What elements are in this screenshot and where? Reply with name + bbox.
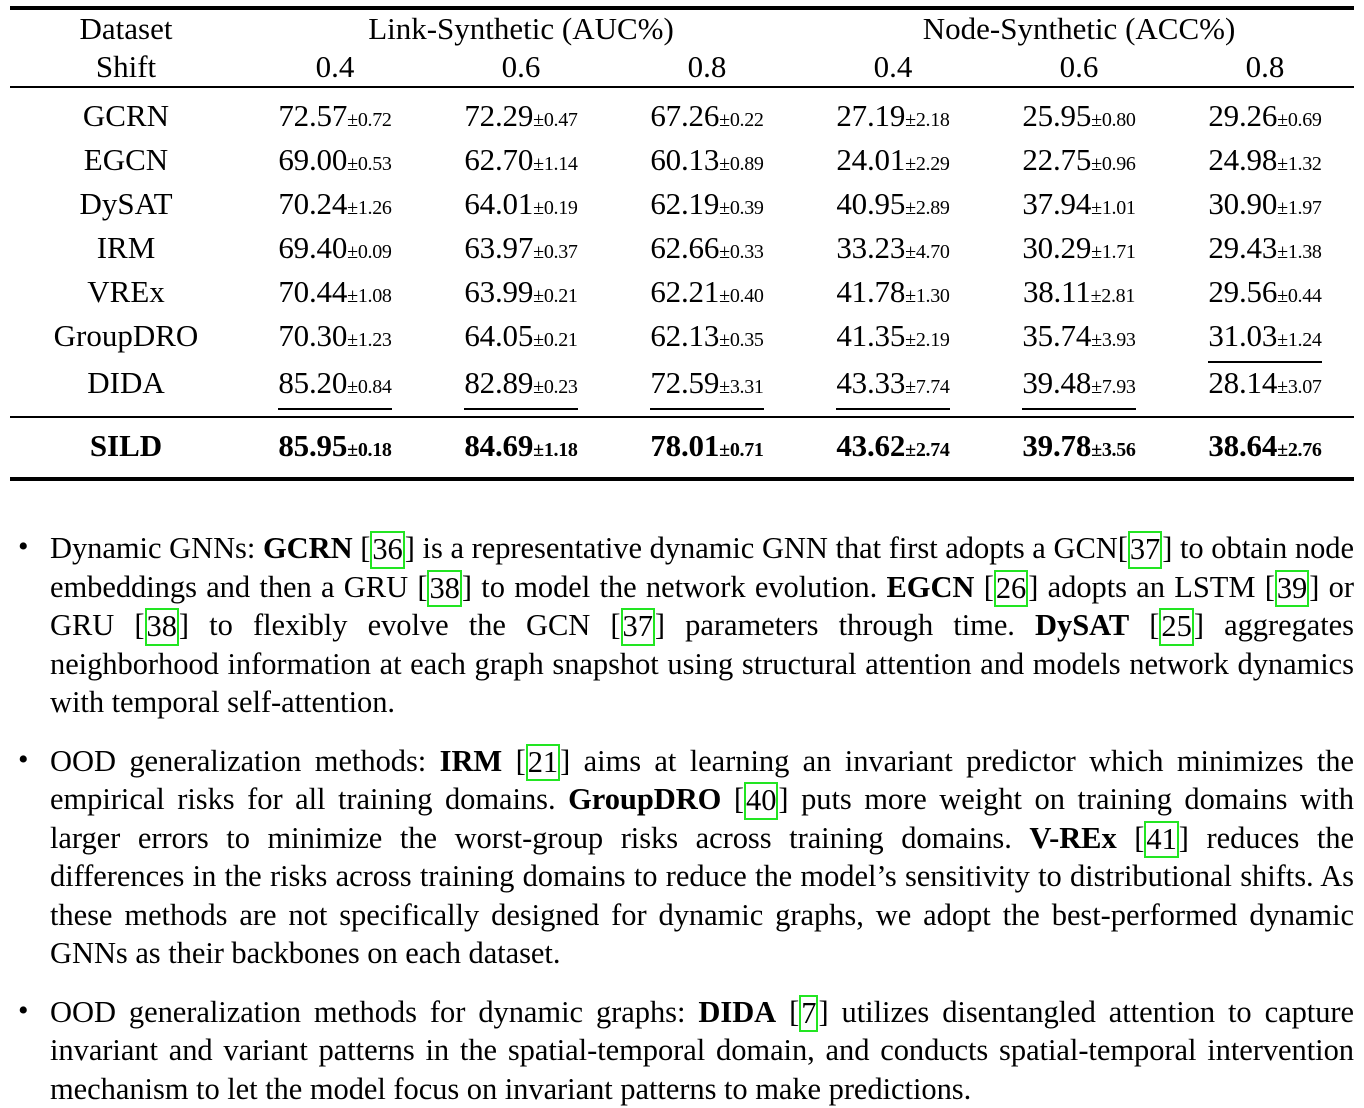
metric-mean: 43.33 — [836, 365, 905, 400]
body-text: ] aggregates neighborhood information at each graph snapshot using structural attention and models network dynamics with temporal self-attention. — [50, 608, 1354, 719]
metric-std: ±2.19 — [905, 329, 949, 351]
table-row-method-name — [10, 140, 242, 184]
list-item — [10, 529, 1354, 722]
header-group-node-synthetic: Node-Synthetic (ACC%) — [800, 10, 1358, 48]
table-row — [10, 272, 1358, 316]
metric-value — [1208, 96, 1321, 140]
metric-value — [650, 184, 763, 228]
body-text: [ — [974, 570, 993, 604]
table-cell-value — [242, 140, 428, 184]
metric-value — [836, 272, 949, 316]
metric-value — [1022, 363, 1135, 410]
metric-mean: 38.64 — [1208, 428, 1277, 463]
metric-value — [464, 184, 577, 228]
metric-value — [836, 140, 949, 184]
metric-std: ±0.44 — [1277, 285, 1321, 307]
metric-value — [836, 363, 949, 410]
metric-value — [1023, 272, 1135, 316]
table-cell-value — [242, 272, 428, 316]
metric-value — [1022, 228, 1135, 272]
metric-value — [650, 272, 763, 316]
body-text: ] reduces the differences in the risks across training domains to reduce the model’s sensitivity to distributional shifts. As these methods are not specifically designed for dynamic graphs, we adopt the best-performed dynamic GNNs as their backbones on each dataset. — [50, 821, 1354, 971]
citation-link[interactable]: 37 — [1128, 531, 1162, 569]
results-table-highlight — [10, 418, 1358, 477]
metric-std: ±1.26 — [347, 197, 391, 219]
method-label: DySAT — [79, 186, 172, 221]
metric-mean: 41.35 — [836, 318, 905, 353]
body-text: [ — [353, 531, 371, 565]
method-name-emphasis: DySAT — [1035, 608, 1129, 642]
metric-std: ±2.89 — [905, 197, 949, 219]
metric-value — [650, 140, 763, 184]
metric-mean: 72.57 — [278, 98, 347, 133]
metric-value — [464, 426, 577, 470]
metric-std: ±0.53 — [347, 153, 391, 175]
metric-std: ±0.21 — [533, 285, 577, 307]
metric-value — [1208, 184, 1321, 228]
metric-std: ±3.07 — [1277, 376, 1321, 398]
body-text: ] or GRU [ — [50, 570, 1354, 643]
metric-mean: 69.00 — [278, 142, 347, 177]
metric-std: ±2.81 — [1091, 285, 1135, 307]
metric-value — [278, 96, 391, 140]
list-item — [10, 742, 1354, 973]
metric-mean: 43.62 — [836, 428, 905, 463]
body-text: ] adopts an LSTM [ — [1028, 570, 1275, 604]
metric-mean: 82.89 — [464, 365, 533, 400]
table-cell-value — [242, 316, 428, 363]
metric-std: ±0.71 — [719, 439, 763, 461]
table-row-method-name — [10, 316, 242, 363]
metric-mean: 84.69 — [464, 428, 533, 463]
metric-mean: 62.19 — [650, 186, 719, 221]
metric-mean: 25.95 — [1022, 98, 1091, 133]
metric-mean: 29.56 — [1208, 274, 1277, 309]
method-label: SILD — [90, 428, 162, 463]
header-shift-link-04: 0.4 — [242, 48, 428, 86]
metric-std: ±4.70 — [905, 241, 949, 263]
table-cell-value — [1172, 140, 1358, 184]
table-cell-value — [1172, 363, 1358, 416]
header-shift-label: Shift — [10, 48, 242, 86]
metric-value — [650, 363, 763, 410]
body-text: ] puts more weight on training domains with larger errors to minimize the worst-group risks across training domains. — [50, 782, 1354, 855]
body-text: Dynamic GNNs: — [50, 531, 263, 565]
body-text: [ — [1117, 821, 1145, 855]
table-cell-value — [242, 88, 428, 140]
citation-link[interactable]: 21 — [526, 744, 560, 782]
metric-mean: 62.13 — [650, 318, 719, 353]
metric-mean: 31.03 — [1208, 318, 1277, 353]
table-cell-value — [800, 184, 986, 228]
metric-std: ±1.08 — [347, 285, 391, 307]
table-row-highlight — [10, 418, 1358, 477]
table-cell-value — [614, 140, 800, 184]
metric-value — [650, 316, 763, 360]
metric-value — [836, 316, 949, 360]
metric-std: ±1.24 — [1277, 329, 1321, 351]
metric-std: ±0.89 — [719, 153, 763, 175]
table-cell-value — [800, 272, 986, 316]
table-header — [10, 10, 1358, 86]
metric-value — [278, 426, 391, 470]
metric-std: ±0.40 — [719, 285, 763, 307]
metric-std: ±0.47 — [533, 109, 577, 131]
metric-value — [278, 140, 391, 184]
metric-value — [1208, 272, 1321, 316]
table-cell-value — [428, 184, 614, 228]
body-text: ] to model the network evolution. — [462, 570, 887, 604]
method-label: GroupDRO — [54, 318, 199, 353]
table-header-row-groups — [10, 10, 1358, 48]
table-cell-value — [800, 88, 986, 140]
citation-link[interactable]: 39 — [1275, 570, 1309, 608]
metric-std: ±2.74 — [905, 439, 949, 461]
header-dataset-label: Dataset — [10, 10, 242, 48]
metric-mean: 67.26 — [650, 98, 719, 133]
metric-std: ±0.23 — [533, 376, 577, 398]
metric-mean: 63.99 — [464, 274, 533, 309]
metric-std: ±1.01 — [1091, 197, 1135, 219]
table-cell-value — [614, 184, 800, 228]
table-row — [10, 228, 1358, 272]
metric-std: ±2.18 — [905, 109, 949, 131]
metric-mean: 70.44 — [278, 274, 347, 309]
table-cell-value — [614, 316, 800, 363]
method-name-emphasis: V-REx — [1029, 821, 1116, 855]
metric-std: ±2.76 — [1277, 439, 1321, 461]
table-row-method-name — [10, 88, 242, 140]
table-cell-value — [242, 418, 428, 477]
body-text: ] to obtain node embeddings and then a GRU [ — [50, 531, 1354, 604]
table-cell-value — [986, 272, 1172, 316]
metric-mean: 62.66 — [650, 230, 719, 265]
metric-mean: 33.23 — [836, 230, 905, 265]
metric-value — [278, 363, 391, 410]
metric-value — [1022, 426, 1135, 470]
metric-mean: 40.95 — [836, 186, 905, 221]
citation-link[interactable]: 38 — [145, 608, 179, 646]
citation-link[interactable]: 37 — [621, 608, 655, 646]
metric-value — [464, 272, 577, 316]
metric-std: ±0.35 — [719, 329, 763, 351]
metric-std: ±0.18 — [347, 439, 391, 461]
metric-mean: 85.95 — [278, 428, 347, 463]
metric-value — [1022, 140, 1135, 184]
metric-value — [1022, 184, 1135, 228]
metric-std: ±0.96 — [1091, 153, 1135, 175]
results-table-container — [10, 6, 1354, 481]
header-group-link-synthetic: Link-Synthetic (AUC%) — [242, 10, 800, 48]
metric-mean: 27.19 — [836, 98, 905, 133]
metric-std: ±1.38 — [1277, 241, 1321, 263]
metric-mean: 70.30 — [278, 318, 347, 353]
table-cell-value — [614, 272, 800, 316]
metric-value — [1022, 96, 1135, 140]
metric-std: ±7.74 — [905, 376, 949, 398]
table-cell-value — [242, 363, 428, 416]
metric-value — [278, 272, 391, 316]
metric-mean: 24.98 — [1208, 142, 1277, 177]
metric-mean: 41.78 — [836, 274, 905, 309]
metric-std: ±0.72 — [347, 109, 391, 131]
results-table-body — [10, 88, 1358, 416]
results-table — [10, 10, 1358, 86]
table-cell-value — [428, 418, 614, 477]
metric-value — [650, 96, 763, 140]
table-cell-value — [614, 418, 800, 477]
bullet-icon: • — [18, 992, 28, 1031]
metric-value — [1208, 363, 1321, 407]
metric-std: ±3.93 — [1091, 329, 1135, 351]
metric-std: ±1.23 — [347, 329, 391, 351]
bullet-icon: • — [18, 528, 28, 567]
method-label: GCRN — [83, 98, 169, 133]
body-text: ] aims at learning an invariant predictor which minimizes the empirical risks for all training domains. — [50, 744, 1354, 817]
method-label: EGCN — [84, 142, 168, 177]
table-row-method-name — [10, 272, 242, 316]
table-cell-value — [1172, 228, 1358, 272]
table-cell-value — [428, 316, 614, 363]
metric-mean: 85.20 — [278, 365, 347, 400]
metric-value — [1208, 426, 1321, 470]
metric-std: ±1.71 — [1091, 241, 1135, 263]
table-cell-value — [1172, 184, 1358, 228]
metric-value — [464, 228, 577, 272]
header-shift-link-08: 0.8 — [614, 48, 800, 86]
method-label: VREx — [87, 274, 165, 309]
metric-value — [278, 316, 391, 360]
body-text: [ — [776, 995, 799, 1029]
method-label: IRM — [97, 230, 156, 265]
body-text: ] to flexibly evolve the GCN [ — [179, 608, 621, 642]
metric-mean: 39.78 — [1022, 428, 1091, 463]
citation-link[interactable]: 7 — [799, 995, 818, 1033]
table-header-row-shifts — [10, 48, 1358, 86]
metric-mean: 78.01 — [650, 428, 719, 463]
table-row-method-name — [10, 418, 242, 477]
table-cell-value — [986, 184, 1172, 228]
metric-mean: 72.29 — [464, 98, 533, 133]
metric-value — [464, 96, 577, 140]
table-cell-value — [800, 418, 986, 477]
metric-std: ±7.93 — [1091, 376, 1135, 398]
method-label: DIDA — [87, 365, 165, 400]
metric-value — [464, 140, 577, 184]
table-cell-value — [428, 228, 614, 272]
metric-value — [836, 228, 949, 272]
method-name-emphasis: IRM — [440, 744, 503, 778]
header-shift-link-06: 0.6 — [428, 48, 614, 86]
metric-mean: 37.94 — [1022, 186, 1091, 221]
metric-std: ±0.21 — [533, 329, 577, 351]
table-cell-value — [986, 140, 1172, 184]
table-cell-value — [800, 316, 986, 363]
metric-std: ±0.37 — [533, 241, 577, 263]
table-row-method-name — [10, 363, 242, 416]
metric-mean: 29.43 — [1208, 230, 1277, 265]
metric-std: ±2.29 — [905, 153, 949, 175]
table-row — [10, 140, 1358, 184]
table-cell-value — [428, 140, 614, 184]
table-cell-value — [986, 88, 1172, 140]
table-body — [10, 88, 1358, 416]
metric-mean: 64.01 — [464, 186, 533, 221]
table-cell-value — [800, 363, 986, 416]
table-cell-value — [1172, 316, 1358, 363]
table-cell-value — [800, 140, 986, 184]
metric-mean: 69.40 — [278, 230, 347, 265]
citation-link[interactable]: 41 — [1144, 821, 1178, 859]
metric-mean: 62.70 — [464, 142, 533, 177]
header-shift-node-04: 0.4 — [800, 48, 986, 86]
citation-link[interactable]: 25 — [1159, 608, 1193, 646]
method-name-emphasis: EGCN — [886, 570, 974, 604]
body-text: ] utilizes disentangled attention to capture invariant and variant patterns in the spatial-temporal domain, and conducts spatial-temporal intervention mechanism to let the model focus on invariant patterns to make predictions. — [50, 995, 1354, 1106]
table-cell-value — [986, 418, 1172, 477]
metric-value — [278, 184, 391, 228]
citation-link[interactable]: 38 — [427, 570, 461, 608]
metric-mean: 30.90 — [1208, 186, 1277, 221]
bullet-icon: • — [18, 741, 28, 780]
table-row — [10, 316, 1358, 363]
header-shift-node-06: 0.6 — [986, 48, 1172, 86]
metric-mean: 60.13 — [650, 142, 719, 177]
metric-value — [836, 96, 949, 140]
method-name-emphasis: GCRN — [263, 531, 353, 565]
metric-std: ±0.84 — [347, 376, 391, 398]
table-cell-value — [986, 228, 1172, 272]
metric-std: ±0.33 — [719, 241, 763, 263]
metric-value — [836, 184, 949, 228]
metric-std: ±0.69 — [1277, 109, 1321, 131]
metric-mean: 62.21 — [650, 274, 719, 309]
table-cell-value — [614, 228, 800, 272]
method-name-emphasis: GroupDRO — [568, 782, 721, 816]
metric-value — [464, 363, 577, 410]
metric-std: ±1.97 — [1277, 197, 1321, 219]
table-row-method-name — [10, 184, 242, 228]
body-text: [ — [502, 744, 526, 778]
metric-mean: 24.01 — [836, 142, 905, 177]
table-cell-value — [242, 228, 428, 272]
body-text: OOD generalization methods for dynamic graphs: — [50, 995, 698, 1029]
metric-std: ±0.19 — [533, 197, 577, 219]
method-description-list — [10, 529, 1354, 1108]
metric-std: ±1.32 — [1277, 153, 1321, 175]
table-row-method-name — [10, 228, 242, 272]
metric-std: ±1.18 — [533, 439, 577, 461]
metric-value — [650, 426, 763, 470]
metric-mean: 35.74 — [1022, 318, 1091, 353]
metric-std: ±3.31 — [719, 376, 763, 398]
body-text: OOD generalization methods: — [50, 744, 440, 778]
metric-value — [1022, 316, 1135, 360]
body-text: [ — [1129, 608, 1159, 642]
table-bottom-rule — [10, 477, 1354, 481]
metric-mean: 28.14 — [1208, 365, 1277, 400]
metric-mean: 64.05 — [464, 318, 533, 353]
metric-value — [278, 228, 391, 272]
metric-mean: 72.59 — [650, 365, 719, 400]
table-cell-value — [428, 363, 614, 416]
table-cell-value — [986, 316, 1172, 363]
metric-std: ±1.14 — [533, 153, 577, 175]
citation-link[interactable]: 26 — [994, 570, 1028, 608]
table-cell-value — [614, 363, 800, 416]
table-row — [10, 184, 1358, 228]
metric-mean: 30.29 — [1022, 230, 1091, 265]
method-name-emphasis: DIDA — [698, 995, 776, 1029]
citation-link[interactable]: 36 — [370, 531, 404, 569]
metric-mean: 38.11 — [1023, 274, 1091, 309]
metric-value — [1208, 316, 1321, 363]
metric-mean: 70.24 — [278, 186, 347, 221]
body-text: ] is a representative dynamic GNN that first adopts a GCN[ — [405, 531, 1128, 565]
metric-std: ±1.30 — [905, 285, 949, 307]
table-cell-value — [614, 88, 800, 140]
table-cell-value — [986, 363, 1172, 416]
metric-std: ±3.56 — [1091, 439, 1135, 461]
body-text: [ — [721, 782, 744, 816]
metric-value — [650, 228, 763, 272]
table-row — [10, 88, 1358, 140]
metric-mean: 39.48 — [1022, 365, 1091, 400]
table-cell-value — [428, 272, 614, 316]
table-cell-value — [428, 88, 614, 140]
table-cell-value — [1172, 272, 1358, 316]
metric-value — [464, 316, 577, 360]
table-highlight-body — [10, 418, 1358, 477]
metric-value — [1208, 228, 1321, 272]
table-cell-value — [1172, 418, 1358, 477]
metric-mean: 63.97 — [464, 230, 533, 265]
table-cell-value — [800, 228, 986, 272]
metric-value — [836, 426, 949, 470]
table-cell-value — [1172, 88, 1358, 140]
metric-std: ±0.80 — [1091, 109, 1135, 131]
citation-link[interactable]: 40 — [744, 782, 778, 820]
header-shift-node-08: 0.8 — [1172, 48, 1358, 86]
body-text: ] parameters through time. — [655, 608, 1035, 642]
metric-std: ±0.39 — [719, 197, 763, 219]
metric-value — [1208, 140, 1321, 184]
metric-std: ±0.09 — [347, 241, 391, 263]
metric-mean: 29.26 — [1208, 98, 1277, 133]
table-row — [10, 363, 1358, 416]
metric-std: ±0.22 — [719, 109, 763, 131]
table-cell-value — [242, 184, 428, 228]
list-item — [10, 993, 1354, 1108]
metric-mean: 22.75 — [1022, 142, 1091, 177]
